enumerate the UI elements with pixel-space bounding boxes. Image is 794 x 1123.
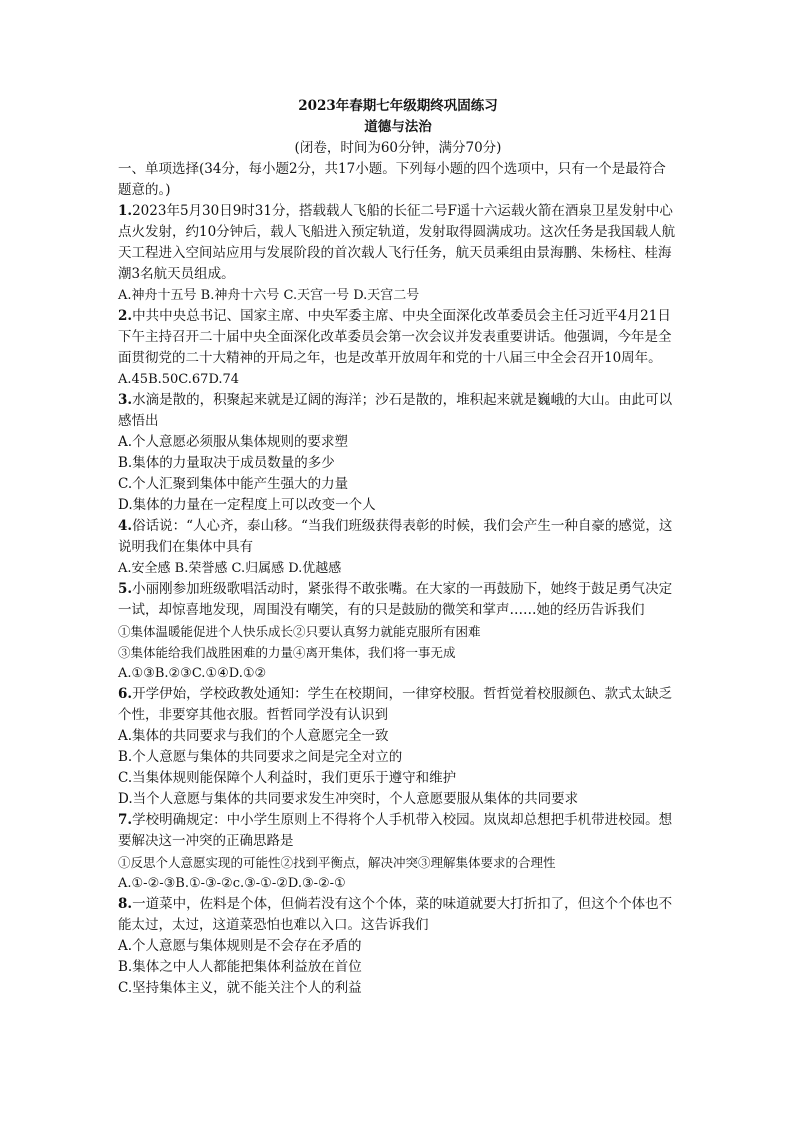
question-4 xyxy=(118,516,678,579)
question-8 xyxy=(118,894,678,999)
option-d: D.集体的力量在一定程度上可以改变一个人 xyxy=(118,497,376,513)
option-b: B.个人意愿与集体的共同要求之间是完全对立的 xyxy=(118,749,403,765)
question-text: 2023年5月30日9时31分，搭载载人飞船的长征二号F遥十六运载火箭在酒泉卫星发射中心点火发射，约10分钟后，载人飞船进入预定轨道，发射取得圆满成功。这次任务是我国载人航天工程进入空间站应用与发展阶段的首次载人飞行任务，航天员乘组由景海鹏、朱杨柱、桂海潮3名航天员组成。 xyxy=(118,203,676,282)
options-inline: A.神舟十五号 B.神舟十六号 C.天宫一号 D.天宫二号 xyxy=(118,288,420,303)
question-number: 3. xyxy=(118,392,133,408)
question-text: 学校明确规定：中小学生原则上不得将个人手机带入校园。岚岚却总想把手机带进校园。想要解决这一冲突的正确思路是 xyxy=(118,812,673,849)
option-a: A.集体的共同要求与我们的个人意愿完全一致 xyxy=(118,728,389,744)
option-b: B.集体的力量取决于成员数量的多少 xyxy=(118,455,335,471)
statement-line: ③集体能给我们战胜困难的力量④离开集体，我们将一事无成 xyxy=(118,645,456,660)
question-number: 2. xyxy=(118,308,133,324)
question-stem xyxy=(118,579,678,621)
option-c: C.当集体规则能保障个人利益时，我们更乐于遵守和维护 xyxy=(118,770,457,786)
question-stem xyxy=(118,516,678,558)
option-c: C.坚持集体主义，就不能关注个人的利益 xyxy=(118,980,362,996)
question-stem xyxy=(118,390,678,432)
question-3 xyxy=(118,390,678,516)
question-text: 水滴是散的，积聚起来就是辽阔的海洋；沙石是散的，堆积起来就是巍峨的大山。由此可以感悟出 xyxy=(118,392,673,429)
question-stem xyxy=(118,894,678,936)
question-text: 俗话说：“人心齐，泰山移。“当我们班级获得表彰的时候，我们会产生一种自豪的感觉，这说明我们在集体中具有 xyxy=(118,518,673,555)
question-text: 中共中央总书记、国家主席、中央军委主席、中央全面深化改革委员会主任习近平4月21日下午主持召开二十届中央全面深化改革委员会第一次会议并发表重要讲话。他强调，今年是全面贯彻党的二十大精神的开局之年，也是改革开放周年和党的十八届三中全会召开10周年。 xyxy=(118,308,672,366)
options-inline: A.45B.50C.67D.74 xyxy=(118,372,240,387)
question-7 xyxy=(118,810,678,894)
option-d: D.当个人意愿与集体的共同要求发生冲突时，个人意愿要服从集体的共同要求 xyxy=(118,791,579,807)
exam-subject: 道德与法治 xyxy=(364,119,432,135)
question-number: 1. xyxy=(118,203,133,219)
question-5 xyxy=(118,579,678,684)
question-number: 6. xyxy=(118,686,133,702)
question-6 xyxy=(118,684,678,810)
question-number: 4. xyxy=(118,518,133,534)
question-text: 小丽刚参加班级歌唱活动时，紧张得不敢张嘴。在大家的一再鼓励下，她终于鼓足勇气决定一试，却惊喜地发现，周围没有嘲笑，有的只是鼓励的微笑和掌声……她的经历告诉我们 xyxy=(118,581,673,618)
options-inline: A.①③B.②③C.①④D.①② xyxy=(118,666,267,681)
exam-page xyxy=(118,96,678,999)
statement-line: ①集体温暖能促进个人快乐成长②只要认真努力就能克服所有困难 xyxy=(118,624,481,639)
options-inline: A.安全感 B.荣誉感 C.归属感 D.优越感 xyxy=(118,561,342,576)
options-inline: A.①-②-③B.①-③-②c.③-①-②D.③-②-① xyxy=(118,876,346,891)
exam-header xyxy=(118,96,678,159)
question-number: 5. xyxy=(118,581,133,597)
section-instruction: 一、单项选择(34分，每小题2分，共17小题。下列每小题的四个选项中，只有一个是最符合题意的。) xyxy=(118,161,666,198)
question-number: 8. xyxy=(118,896,133,912)
question-stem xyxy=(118,201,678,285)
option-c: C.个人汇聚到集体中能产生强大的力量 xyxy=(118,476,349,492)
question-stem xyxy=(118,306,678,369)
question-2 xyxy=(118,306,678,390)
option-b: B.集体之中人人都能把集体利益放在首位 xyxy=(118,959,362,975)
question-stem xyxy=(118,684,678,726)
option-a: A.个人意愿必须服从集体规则的要求塑 xyxy=(118,434,349,450)
question-stem xyxy=(118,810,678,852)
exam-title: 2023年春期七年级期终巩固练习 xyxy=(298,98,498,114)
question-number: 7. xyxy=(118,812,133,828)
option-a: A.个人意愿与集体规则是不会存在矛盾的 xyxy=(118,938,362,954)
exam-info: (闭卷，时间为60分钟，满分70分) xyxy=(294,140,502,156)
question-text: 一道菜中，佐料是个体，但倘若没有这个个体，菜的味道就要大打折扣了，但这个个体也不能太过，太过，这道菜恐怕也难以入口。这告诉我们 xyxy=(118,896,673,933)
statement-line: ①反思个人意愿实现的可能性②找到平衡点，解决冲突③理解集体要求的合理性 xyxy=(118,855,556,870)
question-1 xyxy=(118,201,678,306)
question-text: 开学伊始，学校政教处通知：学生在校期间，一律穿校服。哲哲觉着校服颜色、款式太缺乏个性，非要穿其他衣服。哲哲同学没有认识到 xyxy=(118,686,673,723)
